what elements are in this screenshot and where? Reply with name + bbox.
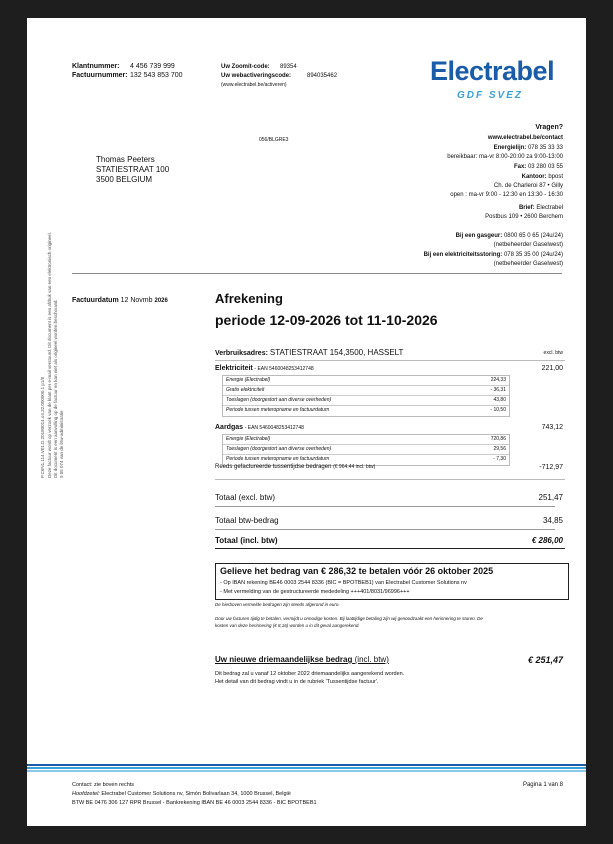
recipient-name: Thomas Peeters	[96, 155, 155, 164]
fax-row: Fax: 03 280 03 55	[513, 164, 563, 170]
quarterly-amount-label: Uw nieuwe driemaandelijkse bedrag (incl. btw)	[215, 655, 389, 664]
zoomit-code-value: 89354	[280, 64, 297, 70]
payment-instruction: Gelieve het bedrag van € 286,32 te betalen vóór 26 oktober 2025	[220, 566, 494, 576]
gas-line: Toeslagen (doorgestort aan diverse overheden) 29,56	[223, 445, 509, 455]
footer-contact: Contact: zie boven rechts	[72, 782, 135, 788]
total-excl-label: Totaal (excl. btw)	[215, 493, 276, 502]
web-activation-label: Uw webactiveringscode:	[221, 73, 292, 79]
footer-head-office: Hoofdzetel: Electrabel Customer Solutions nv, Simón Bolivarlaan 34, 1000 Brussel, België	[72, 791, 291, 797]
consumption-address: Verbruiksadres: STATIESTRAAT 154,3500, HASSELT	[215, 348, 404, 357]
invoice-date: Factuurdatum 12 Novmb 2026	[72, 297, 168, 304]
quarterly-amount-value: € 251,47	[527, 655, 563, 665]
web-activation-value: 894035462	[307, 73, 338, 79]
invoice-page	[27, 18, 586, 826]
recipient-address	[96, 155, 169, 185]
color-bar	[27, 767, 586, 769]
side-reference: P.C6N1.114.V01.D.20180014.o4.32.000000.1 p1/8	[40, 376, 45, 478]
settlement-title: Afrekening	[215, 291, 283, 306]
office-hours: open : ma-vr 9:00 - 12:30 en 13:30 - 16:30	[450, 192, 563, 198]
contact-url: www.electrabel.be/contact	[487, 135, 563, 141]
mail-code: 056/BLGRE3	[259, 137, 289, 143]
late-payment-note-1: Door uw facturen tijdig te betalen, vermijdt u onnodige kosten. Bij laattijdige betaling zijn wij genoodzaakt een herinnering te sturen. De	[215, 616, 483, 621]
electricity-fault-row: Bij een elektriciteitsstoring: 078 35 35 00 (24u/24)	[423, 252, 563, 258]
office-row: Kantoor: bpost	[521, 174, 563, 180]
amounts-note: De hierboven vermelde bedragen zijn steeds afgerond in euro.	[215, 602, 340, 607]
electricity-heading: Elektriciteit - EAN 5460048253412748	[215, 365, 314, 372]
late-payment-note-2: kosten van deze herinnering (€ 8,16) worden u in dit geval aangerekend.	[215, 623, 360, 628]
customer-number-label: Klantnummer:	[72, 63, 120, 70]
period-title: periode 12-09-2026 tot 11-10-2026	[215, 312, 438, 328]
excl-vat-label: excl. btw	[543, 350, 563, 356]
gas-line: Energie (Electrabel) 720,86	[223, 435, 509, 445]
gas-total: 743,12	[541, 424, 563, 431]
electricity-total: 221,00	[541, 365, 563, 372]
side-note-2: Dit document is een aanvulling op de factuur en kan niet als origineel worden beschouwd.	[53, 299, 58, 478]
advances-row: Reeds gefactureerde tussentijdse bedragen (€ 964.44 incl. btw)	[215, 464, 376, 470]
color-bar	[27, 770, 586, 772]
recipient-street: STATIESTRAAT 100	[96, 165, 170, 174]
side-note-1: Deze factuur wordt op verzoek van de klant per e-mail verstuurd. Dit document is een afdruk van een elektronisch origineel.	[47, 232, 52, 478]
quarterly-note-2: Het detail van dit bedrag vindt u in de rubriek 'Tussentijdse factuur'.	[215, 679, 379, 685]
customer-number-value: 4 456 739 999	[130, 63, 175, 70]
availability-row: bereikbaar: ma-vr 8:00-20:00 za 9:00-13:00	[447, 154, 563, 160]
side-note-3: 9 05 074 van de btw-administratie	[59, 410, 64, 478]
total-vat-value: 34,85	[542, 516, 563, 525]
gas-network: (netbeheerder Gaselwest)	[493, 242, 563, 248]
electricity-line: Periode tussen meteropname en factuurdatum - 10,50	[226, 407, 506, 413]
electricity-line: Toeslagen (doorgestort aan diverse overheden) 43,80	[223, 396, 509, 406]
payment-box	[215, 563, 569, 600]
gdf-suez-logo: GDF SVEZ	[457, 90, 524, 101]
total-excl-value: 251,47	[538, 493, 563, 502]
total-incl-value: € 286,00	[531, 536, 563, 545]
letter-row: Brief: Electrabel	[518, 205, 563, 211]
payment-reference: - Met vermelding van de gestructureerde mededeling +++401/8031/96996+++	[220, 589, 410, 595]
page-number: Pagina 1 van 8	[522, 782, 563, 788]
footer-color-bars	[27, 764, 586, 776]
electricity-line: Energie (Electrabel) 224,33	[223, 376, 509, 386]
zoomit-code-label: Uw Zoomit-code:	[221, 64, 270, 70]
invoice-number-value: 132 543 853 700	[130, 72, 183, 79]
advances-value: -712,97	[539, 464, 563, 471]
total-divider	[215, 529, 555, 530]
letter-address: Postbus 109 • 2600 Berchem	[485, 214, 563, 220]
gas-lines	[222, 434, 510, 466]
total-divider	[215, 506, 555, 507]
footer-registration: BTW BE 0476 306 127 RPR Brussel - Bankrekening IBAN BE 46 0003 2544 8336 - BIC BPOTBEB1	[72, 800, 317, 806]
recipient-city: 3500 BELGIUM	[96, 175, 153, 184]
energy-line-row: Energielijn: 078 35 33 33	[493, 145, 563, 151]
office-address: Ch. de Charleroi 87 • Gilly	[493, 183, 563, 189]
color-bar	[27, 764, 586, 766]
total-vat-label: Totaal btw-bedrag	[215, 516, 279, 525]
electricity-lines	[222, 375, 510, 417]
questions-heading: Vragen?	[535, 124, 563, 131]
electricity-line: Gratis elektriciteit - 36,31	[223, 386, 509, 396]
electrabel-logo: Electrabel	[430, 56, 555, 86]
electricity-network: (netbeheerder Gaselwest)	[493, 261, 563, 267]
activation-url: (www.electrabel.be/activeren)	[221, 82, 287, 88]
payment-iban: - Op IBAN rekening BE46 0003 2544 8336 (BIC = BPOTBEB1) van Electrabel Customer Solutions nv	[220, 580, 467, 586]
total-incl-label: Totaal (incl. btw)	[215, 536, 278, 545]
gas-heading: Aardgas - EAN 5460048253412748	[215, 424, 304, 431]
quarterly-note-1: Dit bedrag zal u vanaf 12 oktober 2022 driemaandelijks aangerekend worden.	[215, 671, 405, 677]
gas-leak-row: Bij een gasgeur: 0800 65 0 65 (24u/24)	[455, 233, 563, 239]
invoice-number-label: Factuurnummer:	[72, 72, 128, 79]
gas-line: Periode tussen meteropname en factuurdatum - 7,30	[226, 456, 506, 462]
